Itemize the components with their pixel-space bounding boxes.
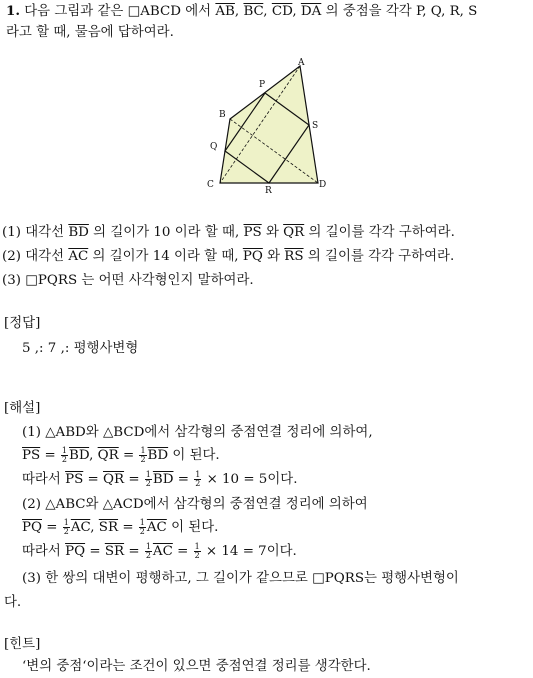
- label-s: S: [312, 121, 319, 131]
- solution-text: × 14 = 7이다.: [205, 544, 297, 559]
- question-text: 의 길이가 14 이라 할 때,: [92, 249, 239, 264]
- label-q: Q: [210, 142, 218, 152]
- segment-qr: $\overline{QR}$: [103, 472, 125, 487]
- solution-line-4: (2) △ABC와 △ACD에서 삼각형의 중점연결 정리에 의하여: [22, 497, 368, 512]
- equals: =: [124, 544, 144, 559]
- problem-text: 에서: [185, 4, 212, 19]
- segment-ac: $\overline{AC}$: [146, 520, 167, 535]
- fraction-half: [145, 471, 152, 488]
- equals: =: [172, 544, 193, 559]
- question-number: (3): [2, 273, 21, 288]
- question-text: □PQRS 는 어떤 사각형인지 말하여라.: [25, 273, 254, 288]
- segment-sr: $\overline{SR}$: [104, 544, 125, 559]
- solution-text: 따라서: [22, 544, 61, 559]
- solution-line-2: [22, 447, 220, 465]
- solution-text: 이 된다.: [171, 520, 219, 535]
- equals: =: [173, 472, 194, 487]
- fraction-half: [145, 543, 152, 560]
- fraction-half: [63, 519, 70, 536]
- segment-ps: $\overline{PS}$: [22, 448, 41, 463]
- equals: =: [118, 520, 138, 535]
- solution-line-5: [22, 519, 218, 537]
- solution-text: × 10 = 5이다.: [206, 472, 298, 487]
- equals: =: [85, 544, 105, 559]
- segment-ac: $\overline{AC}$: [152, 544, 173, 559]
- segment-qr: $\overline{QR}$: [283, 225, 305, 240]
- fraction-half: [139, 519, 146, 536]
- question-2: [2, 248, 454, 266]
- frac-num: 1: [63, 518, 69, 527]
- quadrilateral-figure: [200, 56, 340, 196]
- question-text: 와: [265, 225, 279, 240]
- problem-line-1: [6, 2, 477, 21]
- frac-den: 2: [63, 527, 69, 536]
- question-text: 의 길이가 10 이라 할 때,: [93, 225, 240, 240]
- frac-num: 1: [145, 470, 151, 479]
- frac-den: 2: [145, 551, 151, 560]
- label-p: P: [259, 80, 266, 90]
- separator: ,: [292, 4, 297, 19]
- solution-line-8: 다.: [4, 595, 22, 610]
- problem-text: 의 중점을 각각: [325, 4, 412, 19]
- midpoint-names: P, Q, R, S: [415, 4, 478, 19]
- hint-text: ‘변의 중점‘이라는 조건이 있으면 중점연결 정리를 생각한다.: [22, 659, 371, 674]
- label-a: A: [298, 58, 305, 68]
- solution-line-1: (1) △ABD와 △BCD에서 삼각형의 중점연결 정리에 의하여,: [22, 425, 373, 440]
- quad-abcd: [220, 66, 318, 183]
- label-d: D: [319, 180, 327, 190]
- fraction-half: [139, 447, 146, 464]
- answer-header: [정답]: [4, 316, 41, 331]
- separator: ,: [263, 4, 268, 19]
- separator: ,: [89, 448, 98, 463]
- segment-ps: $\overline{PS}$: [65, 472, 84, 487]
- segment-bd: $\overline{BD}$: [152, 472, 174, 487]
- solution-line-3: [22, 471, 297, 489]
- separator: ,: [234, 4, 240, 19]
- segment-sr: $\overline{SR}$: [98, 520, 119, 535]
- question-text: 대각선: [25, 249, 65, 264]
- frac-den: 2: [195, 479, 201, 488]
- frac-num: 1: [194, 542, 200, 551]
- segment-ps: $\overline{PS}$: [243, 225, 262, 240]
- segment-ac: $\overline{AC}$: [70, 520, 91, 535]
- label-b: B: [219, 110, 226, 120]
- segment-pq: $\overline{PQ}$: [242, 249, 263, 264]
- segment-cd: $\overline{CD}$: [271, 4, 293, 19]
- question-number: (2): [2, 249, 21, 264]
- question-text: 의 길이를 각각 구하여라.: [308, 225, 455, 240]
- solution-line-6: [22, 543, 297, 561]
- fraction-half: [61, 447, 68, 464]
- equals: =: [40, 448, 60, 463]
- frac-den: 2: [139, 527, 145, 536]
- quad-name: □ABCD: [127, 4, 181, 19]
- label-c: C: [207, 180, 214, 190]
- frac-num: 1: [195, 470, 201, 479]
- solution-header: [해설]: [4, 401, 41, 416]
- label-r: R: [265, 186, 272, 196]
- segment-ac: $\overline{AC}$: [68, 249, 89, 264]
- solution-text: 이 된다.: [172, 448, 220, 463]
- frac-num: 1: [61, 446, 68, 455]
- segment-ab: $\overline{AB}$: [215, 4, 235, 19]
- segment-rs: $\overline{RS}$: [284, 249, 304, 264]
- segment-bd: $\overline{BD}$: [69, 448, 90, 463]
- question-text: 대각선: [25, 225, 65, 240]
- question-text: 와: [267, 249, 281, 264]
- answer-text: 5 ,: 7 ,: 평행사변형: [22, 341, 139, 356]
- frac-num: 1: [140, 446, 146, 455]
- segment-pq: $\overline{PQ}$: [22, 520, 42, 535]
- separator: ,: [90, 520, 99, 535]
- problem-line-2: 라고 할 때, 물음에 답하여라.: [6, 25, 174, 40]
- equals: =: [42, 520, 62, 535]
- segment-bd: $\overline{BD}$: [68, 225, 89, 240]
- question-text: 의 길이를 각각 구하여라.: [307, 249, 455, 264]
- frac-den: 2: [145, 479, 151, 488]
- fraction-half: [194, 543, 201, 560]
- segment-bc: $\overline{BC}$: [243, 4, 264, 19]
- segment-qr: $\overline{QR}$: [97, 448, 119, 463]
- segment-bd: $\overline{BD}$: [147, 448, 169, 463]
- question-1: [2, 224, 455, 242]
- hint-header: [힌트]: [4, 637, 41, 652]
- solution-line-7: (3) 한 쌍의 대변이 평행하고, 그 길이가 같으므로 □PQRS는 평행사변형이: [22, 571, 459, 586]
- equals: =: [124, 472, 144, 487]
- segment-pq: $\overline{PQ}$: [65, 544, 86, 559]
- problem-number: 1.: [6, 3, 20, 19]
- frac-num: 1: [139, 518, 145, 527]
- segment-da: $\overline{DA}$: [300, 4, 322, 19]
- solution-text: 따라서: [22, 472, 61, 487]
- problem-text: 다음 그림과 같은: [24, 4, 124, 19]
- frac-den: 2: [61, 455, 68, 464]
- equals: =: [83, 472, 103, 487]
- frac-den: 2: [194, 551, 200, 560]
- frac-num: 1: [145, 542, 151, 551]
- question-3: [2, 272, 254, 290]
- question-number: (1): [2, 225, 21, 240]
- equals: =: [118, 448, 139, 463]
- fraction-half: [194, 471, 201, 488]
- frac-den: 2: [140, 455, 146, 464]
